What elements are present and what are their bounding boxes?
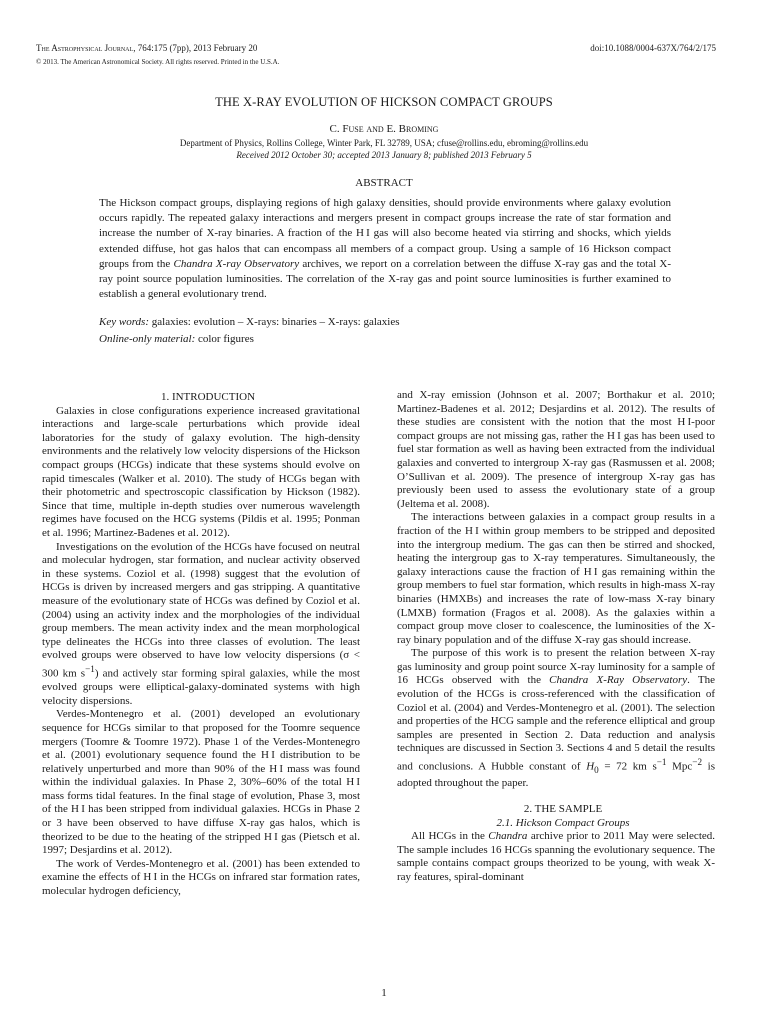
author-1: C. Fuse xyxy=(329,123,364,135)
keywords-text: galaxies: evolution – X-rays: binaries – X-rays: galaxies xyxy=(149,316,400,328)
body-paragraph: Verdes-Montenegro et al. (2001) developed an evolutionary sequence for HCGs similar to that proposed for the Toomre sequence mergers (Toomre & Toomre 1972). Phase 1 of the Verdes-Montenegro et al. (2001) evolutionary sequence found the H I distribution to be relatively unperturbed and more than 90% of the H I mass was found within the individual galaxies. In Phase 2, 30%–60% of the total H I mass forms tidal features. In the final stage of evolution, Phase 3, most of the H I has been stripped from individual galaxies. HCGs in Phase 2 or 3 have been observed to have diffuse X-ray gas halos, which is theorized to be due to the heating of the stripped H I gas (Pietsch et al. 1997; Desjardins et al. 2012). xyxy=(42,708,360,857)
body-paragraph: Galaxies in close configurations experience increased gravitational interactions and large-scale perturbations which provide ideal laboratories for the study of galaxy evolution. The high-density environments and the relatively low velocity dispersions of the Hickson compact groups (HCGs) indicate that these systems should evolve on rapid timescales (Walker et al. 2010). The study of HCGs began with their photometric and spectroscopic classification by Hickson (1982). Since that time, multiple in-depth studies over numerous wavelength regimes have focused on the HCG systems (Pildis et al. 1995; Ponman et al. 1996; Martinez-Badenes et al. 2012). xyxy=(42,404,360,539)
abstract-heading: ABSTRACT xyxy=(355,177,413,189)
body-paragraph: The interactions between galaxies in a compact group results in a fraction of the H I within group members to be stripped and deposited into the intergroup medium. The gas can then be stirred and shocked, heating the intergroup gas to X-ray temperatures. Simultaneously, the galaxy interactions cause the fraction of H I gas remaining within the group members to fuel star formation, which results in high-mass X-ray binaries (HMXBs) and increases the rate of low-mass X-ray binary (LMXB) formation (Fragos et al. 2008). As the galaxies within a compact group move closer to coalescence, the luminosities of the X-ray binary population and of the diffuse X-ray gas should increase. xyxy=(397,511,715,646)
superscript: −1 xyxy=(656,757,667,768)
body-paragraph xyxy=(397,647,715,791)
superscript: −2 xyxy=(692,757,703,768)
page-number: 1 xyxy=(381,987,387,999)
body-paragraph xyxy=(42,541,360,709)
paragraph-part: Mpc xyxy=(666,760,693,773)
observatory-name: Chandra xyxy=(488,830,528,843)
body-paragraph: and X-ray emission (Johnson et al. 2007; Borthakur et al. 2010; Martinez-Badenes et al. 2012; Desjardins et al. 2012). The results of these studies are consistent with the notion that the most H I-poor compact groups are not missing gas, rather the H I gas has been used to fuel star formation as well as having been extracted from the individual galaxies and converted to intergroup X-ray gas (Rasmussen et al. 2008; O’Sullivan et al. 2009). The presence of intergroup X-ray gas has previously been used to assess the evolutionary state of a group (Jeltema et al. 2008). xyxy=(397,389,715,510)
paragraph-part: archive prior to 2011 May were selected. The sample includes 16 HCGs spanning the evolutionary sequence. The sample contains compact groups theorized to be young, with weak X-ray features, spiral-dominant xyxy=(397,830,716,884)
author-conjunction: and xyxy=(363,123,387,135)
citation-details: , 764:175 (7pp), 2013 February 20 xyxy=(133,43,258,53)
abstract-part: archives, we report on a correlation between the diffuse X-ray gas and the total X-ray point source population luminosities. The correlation of the X-ray gas and point source luminosities is further examined to establish a general evolutionary trend. xyxy=(99,257,671,301)
right-column xyxy=(397,389,715,885)
subscript: 0 xyxy=(594,764,599,775)
keywords-label: Key words: xyxy=(99,316,150,328)
abstract-text xyxy=(99,196,671,302)
paragraph-part: is adopted throughout the paper. xyxy=(397,760,715,790)
online-material-label: Online-only material: xyxy=(99,333,196,345)
paragraph-part: = 72 km s xyxy=(598,760,657,773)
doi[interactable]: doi:10.1088/0004-637X/764/2/175 xyxy=(590,43,716,53)
body-paragraph xyxy=(397,830,715,884)
journal-citation xyxy=(36,43,257,53)
publication-dates: Received 2012 October 30; accepted 2013 January 8; published 2013 February 5 xyxy=(236,150,532,160)
paragraph-part: All HCGs in the xyxy=(411,830,489,843)
observatory-name: Chandra X-Ray Observatory xyxy=(549,674,688,687)
paper-title: THE X-RAY EVOLUTION OF HICKSON COMPACT GROUPS xyxy=(215,95,553,109)
online-material xyxy=(99,333,671,345)
paragraph-part: . The evolution of the HCGs is cross-referenced with the classification of Coziol et al. (2004) and Verdes-Montenegro et al. (2001). The selection and properties of the HCG sample and the reference elliptical and group samples are presented in Section 2. Data reduction and analysis techniques are discussed in Section 3. Sections 4 and 5 detail the results and conclusions. A Hubble constant of xyxy=(397,674,716,773)
paragraph-part: ) and actively star forming spiral galaxies, while the most evolved groups were elliptical-galaxy-dominated systems with high velocity dispersions. xyxy=(42,667,360,707)
affiliation: Department of Physics, Rollins College, Winter Park, FL 32789, USA; cfuse@rollins.edu, ebroming@rollins.edu xyxy=(179,138,589,148)
online-material-text: color figures xyxy=(195,333,254,345)
abstract-observatory: Chandra X-ray Observatory xyxy=(173,257,300,270)
copyright-notice: © 2013. The American Astronomical Society. All rights reserved. Printed in the U.S.A. xyxy=(36,58,280,66)
paragraph-part: Investigations on the evolution of the HCGs have focused on neutral and molecular hydrogen, star formation, and nuclear activity observed in these systems. Coziol et al. (1998) suggest that the evolution of HCGs is driven by increased mergers and gas stripping. A quantitative measure of the evolutionary state of HCGs was defined by Coziol et al. (2004) using an activity index and the morphologies of the individual group members. The mean activity index and the mean morphological type delineates the HCGs into three classes of evolution. The least evolved groups were observed to have low velocity dispersions (σ < 300 km s xyxy=(42,540,360,680)
superscript: −1 xyxy=(85,663,95,674)
subsection-heading: 2.1. Hickson Compact Groups xyxy=(496,816,630,829)
paragraph-part: The purpose of this work is to present the relation between X-ray gas luminosity and group point source X-ray luminosity for a sample of 16 HCGs observed with the xyxy=(397,647,715,687)
journal-name: The Astrophysical Journal xyxy=(36,43,134,53)
body-paragraph: The work of Verdes-Montenegro et al. (2001) has been extended to examine the effects of H I in the HCGs on infrared star formation rates, molecular hydrogen deficiency, xyxy=(42,857,360,898)
author-list xyxy=(0,123,768,135)
hubble-symbol: H xyxy=(586,760,595,773)
section-heading: 2. THE SAMPLE xyxy=(523,803,603,816)
left-column xyxy=(42,391,360,899)
section-heading: 1. INTRODUCTION xyxy=(160,391,256,403)
keywords xyxy=(99,316,671,328)
author-2: E. Broming xyxy=(386,123,439,135)
abstract-part: The Hickson compact groups, displaying regions of high galaxy densities, should provide environments where galaxy evolution occurs rapidly. The repeated galaxy interactions and mergers present in compact groups increase the rate of star formation and increase the number of X-ray binaries. A fraction of the H I gas will also become heated via stirring and shocks, which yields extended diffuse, hot gas halos that can encompass all members of a compact group. Using a sample of 16 Hickson compact groups from the xyxy=(99,197,671,270)
